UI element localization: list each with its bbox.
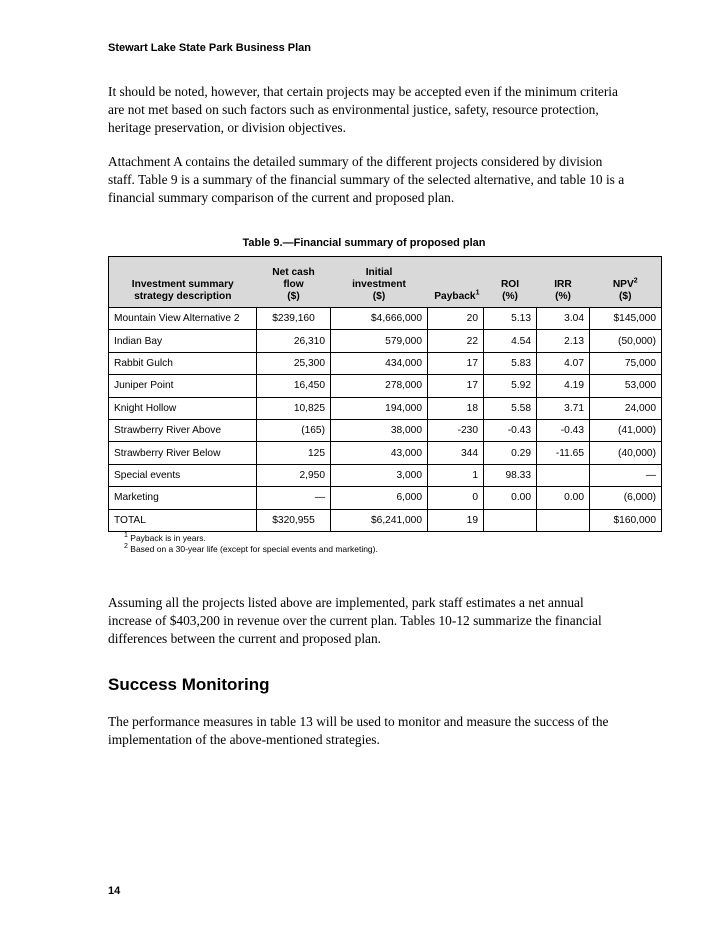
running-header: Stewart Lake State Park Business Plan xyxy=(108,42,311,54)
table-row xyxy=(109,442,662,464)
table-row-total xyxy=(109,509,662,531)
header-payback xyxy=(428,257,484,308)
cell-npv: (50,000) xyxy=(590,330,662,352)
header-roi xyxy=(484,257,537,308)
cell-initial-investment: $4,666,000 xyxy=(331,308,428,330)
header-roi-line-1: ROI xyxy=(500,279,520,290)
header-irr-line-1: IRR xyxy=(554,279,572,290)
cell-net-cash-flow: 25,300 xyxy=(257,352,331,374)
paragraph-criteria-note: It should be noted, however, that certain projects may be accepted even if the minimum criteria are not met based on such factors such as environmental justice, safety, resource protection, heritage preservation, or division objectives. xyxy=(108,84,618,135)
cell-initial-investment: $6,241,000 xyxy=(331,509,428,531)
cell-net-cash-flow: 10,825 xyxy=(257,397,331,419)
header-irr xyxy=(537,257,590,308)
cell-roi: 0.00 xyxy=(484,487,537,509)
table-row xyxy=(109,464,662,486)
cell-payback: 20 xyxy=(428,308,484,330)
section-heading: Success Monitoring xyxy=(108,675,270,694)
header-cashflow-line-3: ($) xyxy=(287,291,300,302)
table-row xyxy=(109,487,662,509)
cell-roi: 0.29 xyxy=(484,442,537,464)
header-initial-line-3: ($) xyxy=(372,291,386,302)
cell-net-cash-flow: — xyxy=(257,487,331,509)
cell-irr xyxy=(537,509,590,531)
cell-npv: — xyxy=(590,464,662,486)
cell-npv: (41,000) xyxy=(590,419,662,441)
cell-strategy: Marketing xyxy=(109,487,257,509)
header-initial-investment xyxy=(331,257,428,308)
header-strategy-line-2: strategy description xyxy=(134,291,232,302)
cell-npv: $160,000 xyxy=(590,509,662,531)
cell-strategy: Mountain View Alternative 2 xyxy=(109,308,257,330)
cell-payback: 1 xyxy=(428,464,484,486)
cell-irr: -11.65 xyxy=(537,442,590,464)
cell-irr: -0.43 xyxy=(537,419,590,441)
cell-npv: 24,000 xyxy=(590,397,662,419)
cell-payback: -230 xyxy=(428,419,484,441)
cell-payback: 0 xyxy=(428,487,484,509)
cell-payback: 17 xyxy=(428,375,484,397)
cell-strategy: Special events xyxy=(109,464,257,486)
table-row xyxy=(109,352,662,374)
cell-initial-investment: 38,000 xyxy=(331,419,428,441)
header-cashflow-line-1: Net cash xyxy=(272,267,315,278)
cell-strategy: Knight Hollow xyxy=(109,397,257,419)
cell-roi: 98.33 xyxy=(484,464,537,486)
cell-payback: 22 xyxy=(428,330,484,352)
cell-roi xyxy=(484,509,537,531)
table-row xyxy=(109,397,662,419)
cell-irr: 4.19 xyxy=(537,375,590,397)
cell-initial-investment: 434,000 xyxy=(331,352,428,374)
cell-roi: 5.92 xyxy=(484,375,537,397)
cell-strategy: Rabbit Gulch xyxy=(109,352,257,374)
financial-summary-table xyxy=(108,256,662,532)
header-roi-line-2: (%) xyxy=(502,291,518,302)
footnote xyxy=(124,533,378,544)
footnote-text: Payback is in years. xyxy=(130,533,206,543)
table-footnotes xyxy=(124,533,378,555)
cell-net-cash-flow: $239,160 xyxy=(257,308,331,330)
cell-irr: 2.13 xyxy=(537,330,590,352)
table-header-row xyxy=(109,257,662,308)
table-title: Table 9.—Financial summary of proposed plan xyxy=(242,237,486,249)
cell-strategy: Indian Bay xyxy=(109,330,257,352)
cell-irr: 4.07 xyxy=(537,352,590,374)
table-row xyxy=(109,375,662,397)
cell-net-cash-flow: 26,310 xyxy=(257,330,331,352)
header-npv-footnote-mark: 2 xyxy=(633,277,638,285)
header-npv-line-2: ($) xyxy=(619,291,632,302)
footnote-mark: 1 xyxy=(124,532,128,540)
table-row xyxy=(109,330,662,352)
cell-net-cash-flow: 16,450 xyxy=(257,375,331,397)
cell-roi: 5.13 xyxy=(484,308,537,330)
cell-npv: $145,000 xyxy=(590,308,662,330)
cell-roi: -0.43 xyxy=(484,419,537,441)
cell-irr: 3.71 xyxy=(537,397,590,419)
header-npv-line-1 xyxy=(594,279,658,291)
header-irr-line-2: (%) xyxy=(555,291,571,302)
cell-payback: 17 xyxy=(428,352,484,374)
cell-net-cash-flow: 2,950 xyxy=(257,464,331,486)
cell-npv: (6,000) xyxy=(590,487,662,509)
cell-roi: 4.54 xyxy=(484,330,537,352)
cell-payback: 18 xyxy=(428,397,484,419)
footnote-text: Based on a 30-year life (except for special events and marketing). xyxy=(130,544,378,554)
cell-initial-investment: 194,000 xyxy=(331,397,428,419)
header-net-cash-flow xyxy=(257,257,331,308)
cell-net-cash-flow: $320,955 xyxy=(257,509,331,531)
cell-initial-investment: 278,000 xyxy=(331,375,428,397)
paragraph-revenue-increase: Assuming all the projects listed above are implemented, park staff estimates a net annual increase of $403,200 in revenue over the current plan. Tables 10-12 summarize the financial differences between the current and proposed plan. xyxy=(108,595,602,646)
cell-initial-investment: 43,000 xyxy=(331,442,428,464)
header-initial-line-2: investment xyxy=(352,279,406,290)
header-payback-footnote-mark: 1 xyxy=(475,289,480,297)
table-row xyxy=(109,419,662,441)
footnote-mark: 2 xyxy=(124,543,128,551)
cell-strategy: Strawberry River Below xyxy=(109,442,257,464)
cell-net-cash-flow: 125 xyxy=(257,442,331,464)
cell-strategy: Juniper Point xyxy=(109,375,257,397)
cell-net-cash-flow: (165) xyxy=(257,419,331,441)
cell-initial-investment: 3,000 xyxy=(331,464,428,486)
cell-npv: (40,000) xyxy=(590,442,662,464)
header-cashflow-line-2: flow xyxy=(283,279,304,290)
cell-irr: 0.00 xyxy=(537,487,590,509)
page-number: 14 xyxy=(108,885,121,897)
header-strategy-line-1: Investment summary xyxy=(131,279,234,290)
paragraph-performance-measures: The performance measures in table 13 will be used to monitor and measure the success of the implementation of the above-mentioned strategies. xyxy=(108,714,609,747)
header-npv xyxy=(590,257,662,308)
cell-irr: 3.04 xyxy=(537,308,590,330)
cell-npv: 53,000 xyxy=(590,375,662,397)
cell-irr xyxy=(537,464,590,486)
header-initial-line-1: Initial xyxy=(365,267,393,278)
cell-roi: 5.83 xyxy=(484,352,537,374)
cell-payback: 344 xyxy=(428,442,484,464)
header-strategy xyxy=(109,257,257,308)
cell-roi: 5.58 xyxy=(484,397,537,419)
header-payback-label: Payback xyxy=(434,291,476,302)
cell-strategy: Strawberry River Above xyxy=(109,419,257,441)
cell-initial-investment: 579,000 xyxy=(331,330,428,352)
cell-payback: 19 xyxy=(428,509,484,531)
cell-strategy: TOTAL xyxy=(109,509,257,531)
footnote xyxy=(124,544,378,555)
cell-initial-investment: 6,000 xyxy=(331,487,428,509)
cell-npv: 75,000 xyxy=(590,352,662,374)
paragraph-attachment-a: Attachment A contains the detailed summary of the different projects considered by division staff. Table 9 is a summary of the financial summary of the selected alternative, and table 10 is a financial summary comparison of the current and proposed plan. xyxy=(108,154,625,205)
table-row xyxy=(109,308,662,330)
header-npv-label: NPV xyxy=(612,279,634,290)
